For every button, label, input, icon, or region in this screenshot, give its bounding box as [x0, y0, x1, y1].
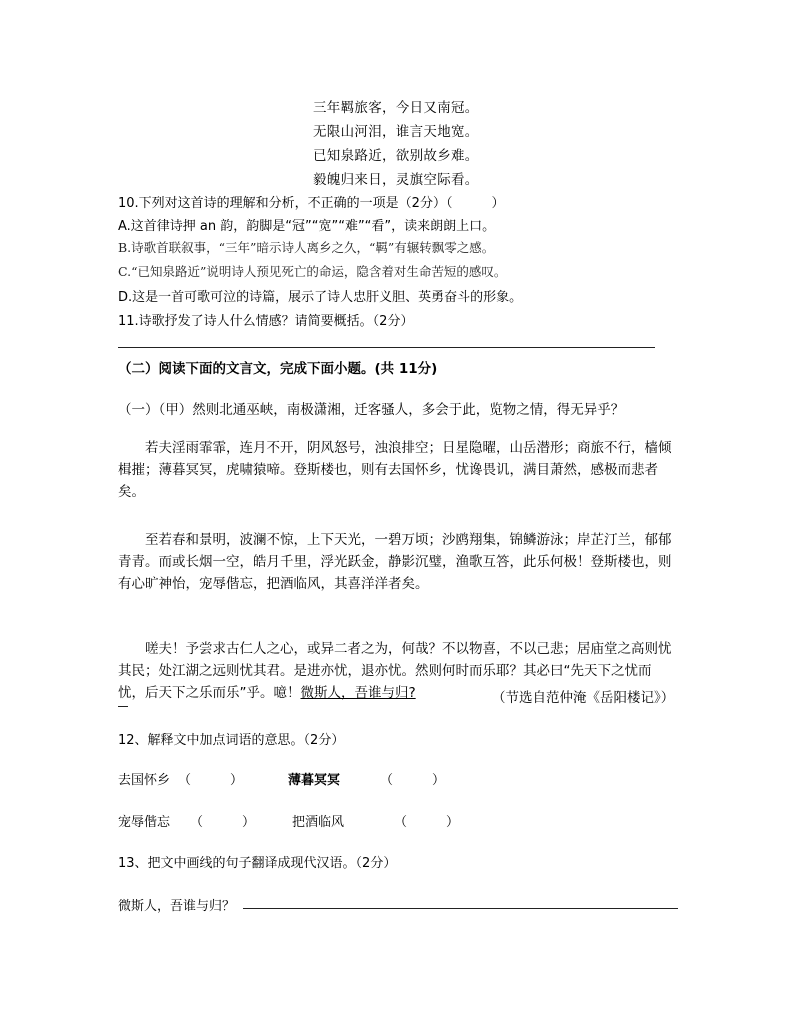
- section-2-title: （二）阅读下面的文言文，完成下面小题。(共 11分): [118, 361, 438, 377]
- q12-item-1: 去国怀乡: [118, 773, 171, 788]
- question-13-prompt: 微斯人，吾谁与归？: [118, 899, 236, 914]
- passage-intro: （一）（甲）然则北通巫峡，南极潇湘，迁客骚人，多会于此，览物之情，得无异乎？: [118, 402, 625, 418]
- passage-paragraph-2: 至若春和景明，波澜不惊，上下天光，一碧万顷；沙鸥翔集，锦鳞游泳；岸芷汀兰，郁郁青青。而或长烟一空，皓月千里，浮光跃金，静影沉璧，渔歌互答，此乐何极！登斯楼也，则有心旷神怡，宠辱偕忘，把酒临风，其喜洋洋者矣。: [118, 532, 672, 592]
- q12-item-2-blank: （ ）: [380, 773, 446, 788]
- q12-item-1-blank: （ ）: [178, 773, 244, 788]
- underlined-sentence: 微斯人，吾谁与归?: [300, 685, 416, 701]
- q12-item-4: 把酒临风: [292, 815, 345, 830]
- q12-item-3-blank: （ ）: [190, 815, 256, 830]
- short-dash: [118, 706, 128, 707]
- question-10-option-a: A.这首律诗押 an 韵，韵脚是“冠”“宽”“难”“看”，读来朗朗上口。: [118, 219, 496, 234]
- q12-item-4-blank: （ ）: [394, 815, 460, 830]
- answer-line-q13[interactable]: [243, 908, 678, 909]
- question-11-stem: 11.诗歌抒发了诗人什么情感？请简要概括。（2分）: [118, 314, 414, 329]
- question-10-option-c: C.“已知泉路近”说明诗人预见死亡的命运，隐含着对生命苦短的感叹。: [118, 264, 507, 279]
- passage-paragraph-3-text: 嗟夫！予尝求古仁人之心，或异二者之为，何哉？不以物喜，不以己悲；居庙堂之高则忧其民；处江湖之远则忧其君。是进亦忧，退亦忧。然则何时而乐耶？其必曰“先天下之忧而忧，后天下之乐而乐”乎。噫！: [118, 641, 672, 701]
- passage-paragraph-1: 若夫淫雨霏霏，连月不开，阴风怒号，浊浪排空；日星隐曜，山岳潜形；商旅不行，樯倾楫摧；薄暮冥冥，虎啸猿啼。登斯楼也，则有去国怀乡，忧谗畏讥，满目萧然，感极而悲者矣。: [118, 440, 672, 500]
- question-12-stem: 12、解释文中加点词语的意思。（2分）: [118, 733, 345, 748]
- poem-line-3: 已知泉路近，欲别故乡难。: [313, 148, 479, 164]
- poem-line-4: 毅魄归来日，灵旗空际看。: [313, 172, 479, 188]
- poem-line-2: 无限山河泪，谁言天地宽。: [313, 124, 479, 140]
- question-10-option-d: D.这是一首可歌可泣的诗篇，展示了诗人忠肝义胆、英勇奋斗的形象。: [118, 290, 523, 305]
- q12-item-3: 宠辱偕忘: [118, 815, 171, 830]
- answer-line-q11: [118, 347, 655, 348]
- question-10-stem: 10.下列对这首诗的理解和分析，不正确的一项是（2分）（ ）: [118, 196, 505, 211]
- question-10-option-b: B.诗歌首联叙事，“三年”暗示诗人离乡之久，“羁”有辗转飘零之感。: [118, 240, 495, 255]
- question-13-stem: 13、把文中画线的句子翻译成现代汉语。（2分）: [118, 856, 397, 871]
- poem-line-1: 三年羁旅客，今日又南冠。: [313, 100, 479, 116]
- passage-source: （节选自范仲淹《岳阳楼记》）: [492, 690, 675, 706]
- q12-item-2: 薄暮冥冥: [288, 773, 341, 788]
